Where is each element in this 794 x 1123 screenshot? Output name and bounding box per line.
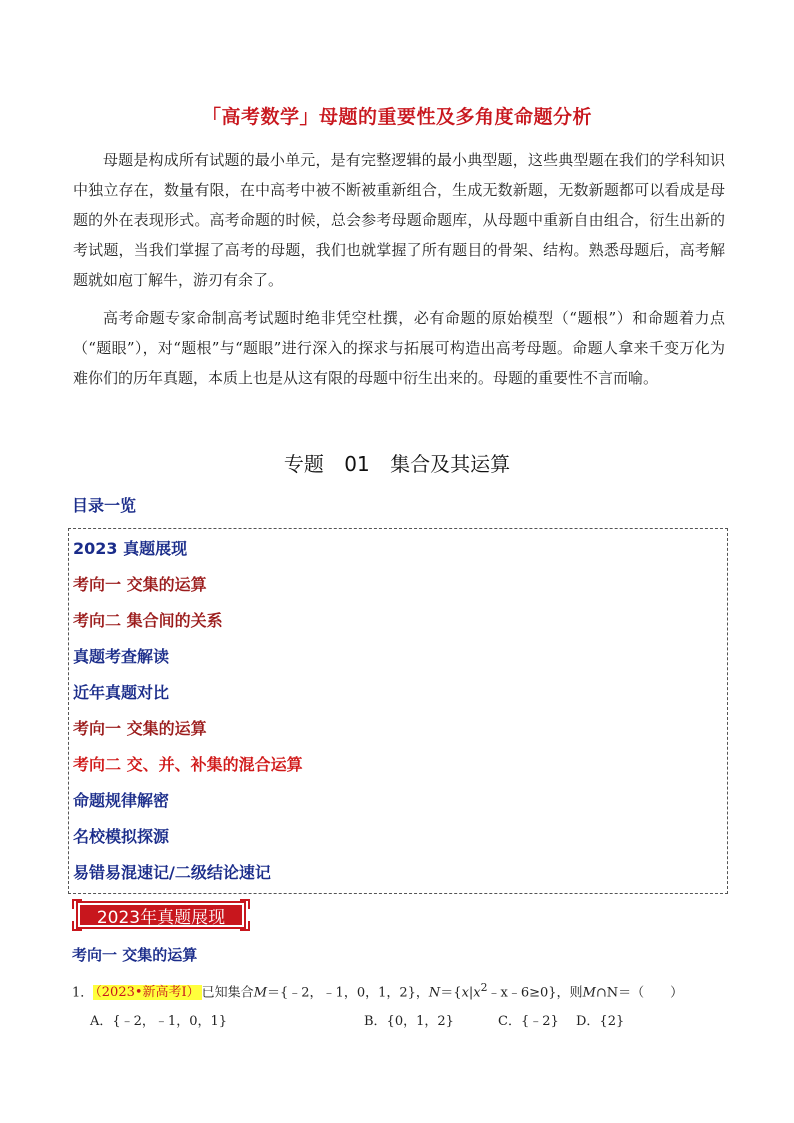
subject-title: 专题 01 集合及其运算 xyxy=(283,452,511,476)
toc-item[interactable]: 真题考查解读 xyxy=(73,647,170,666)
var-x: x xyxy=(461,985,469,1001)
banner-label: 2023年真题展现 xyxy=(78,903,244,927)
set-n-open: ＝{ xyxy=(440,985,462,1001)
option-b[interactable]: B．{0，1，2} xyxy=(364,1014,454,1029)
option-c[interactable]: C．{﹣2} xyxy=(498,1014,559,1029)
document-title: 「高考数学」母题的重要性及多角度命题分析 xyxy=(201,106,592,128)
toc-item[interactable]: 考向一 交集的运算 xyxy=(73,719,207,738)
toc-item[interactable]: 考向二 交、并、补集的混合运算 xyxy=(73,755,303,774)
set-n-condition: |x xyxy=(468,985,481,1001)
intersection-expression: ∩N＝（ ） xyxy=(595,985,684,1001)
exponent: 2 xyxy=(480,981,488,994)
toc-item[interactable]: 2023 真题展现 xyxy=(73,539,188,558)
toc-item[interactable]: 考向二 集合间的关系 xyxy=(73,611,223,630)
option-d[interactable]: D．{2} xyxy=(576,1014,625,1029)
question-source-badge: （2023•新高考Ⅰ） xyxy=(95,985,200,1001)
intro-paragraph-1: 母题是构成所有试题的最小单元，是有完整逻辑的最小典型题，这些典型题在我们的学科知识中独立存在，数量有限，在中高考中被不断被重新组合，生成无数新题，无数新题都可以看成是母题的外在表现形式。高考命题的时候，总会参考母题命题库，从母题中重新自由组合，衍生出新的考试题，当我们掌握了高考的母题，我们也就掌握了所有题目的骨架、结构。熟悉母题后，高考解题就如庖丁解牛，游刃有余了。 xyxy=(73,151,725,289)
intro-paragraph-2: 高考命题专家命制高考试题时绝非凭空杜撰，必有命题的原始模型（“题根”）和命题着力点（“题眼”），对“题根”与“题眼”进行深入的探求与拓展可构造出高考母题。命题人拿来千变万化为难你们的历年真题，本质上也是从这有限的母题中衍生出来的。母题的重要性不言而喻。 xyxy=(73,309,725,387)
var-m: M xyxy=(253,985,267,1001)
toc-box xyxy=(68,528,728,894)
var-n: N xyxy=(428,985,441,1001)
toc-heading: 目录一览 xyxy=(72,496,137,515)
var-m-2: M xyxy=(582,985,596,1001)
set-n-close: ﹣x﹣6≥0}，则 xyxy=(487,985,583,1001)
set-m: ＝{﹣2，﹣1，0，1，2}， xyxy=(267,985,429,1001)
question-text: 已知集合 xyxy=(201,985,254,1001)
question-1 xyxy=(72,981,683,1000)
toc-item[interactable]: 近年真题对比 xyxy=(73,683,170,702)
toc-item[interactable]: 考向一 交集的运算 xyxy=(73,575,207,594)
option-a[interactable]: A．{﹣2，﹣1，0，1} xyxy=(90,1014,228,1029)
toc-item[interactable]: 命题规律解密 xyxy=(73,791,170,810)
section-heading: 考向一 交集的运算 xyxy=(72,946,198,964)
question-number: 1． xyxy=(72,985,94,1001)
toc-item[interactable]: 易错易混速记/二级结论速记 xyxy=(73,863,271,882)
toc-item[interactable]: 名校模拟探源 xyxy=(73,827,170,846)
section-banner xyxy=(72,899,250,931)
